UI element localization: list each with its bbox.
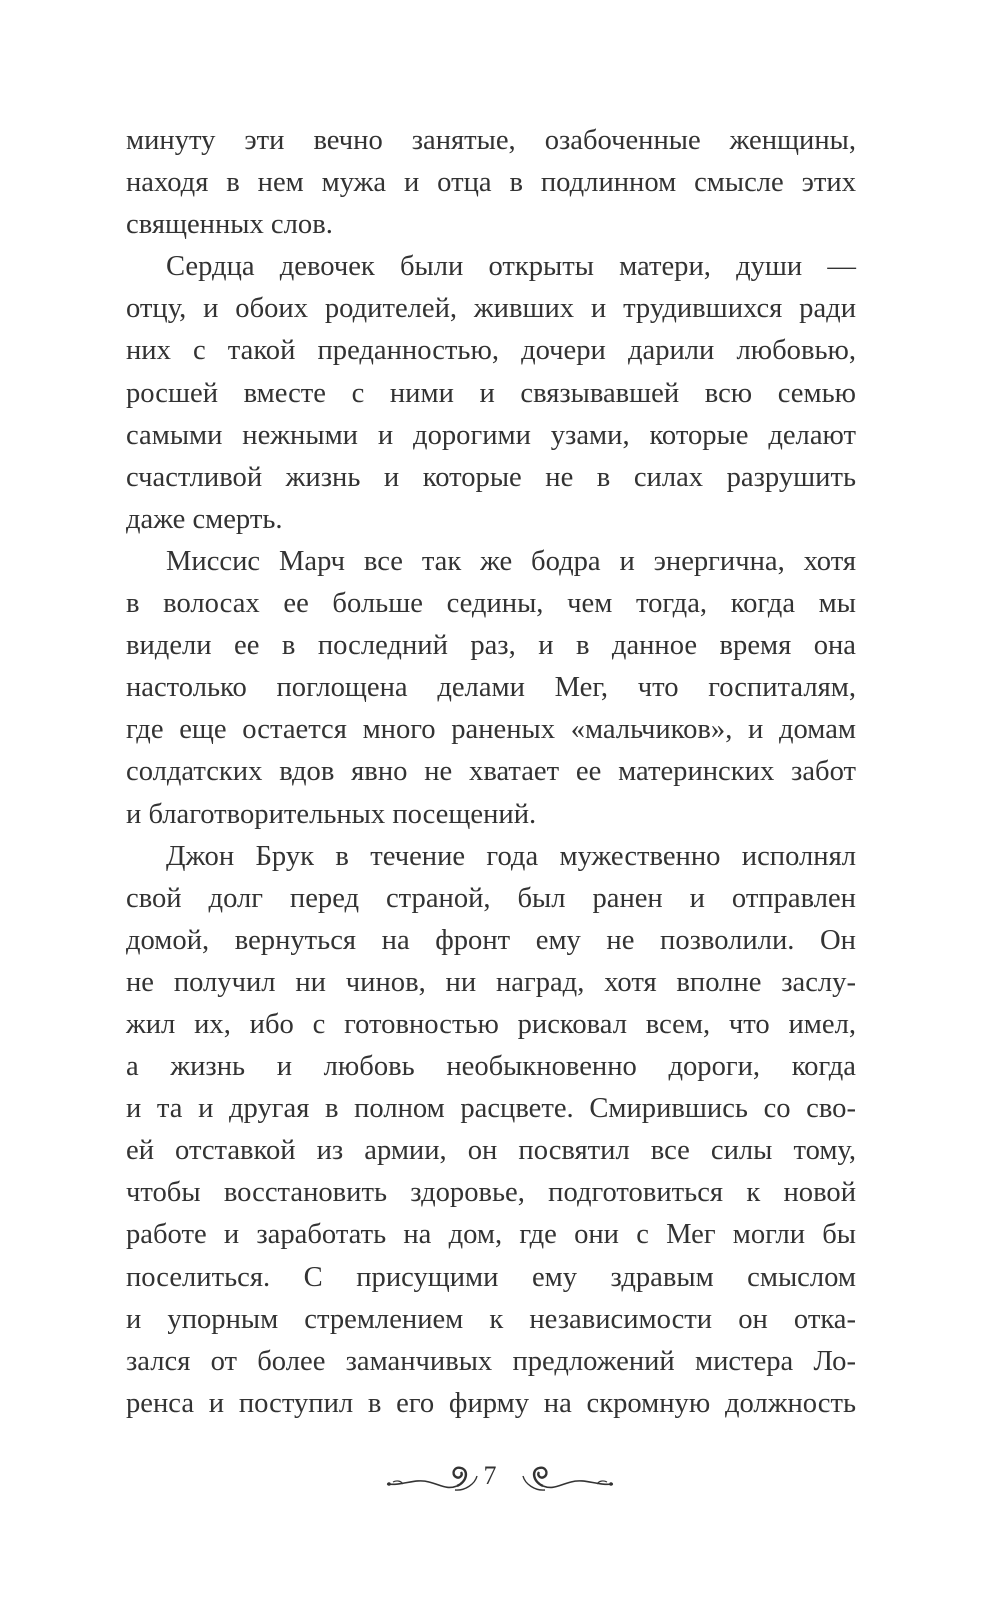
text-line: минуту эти вечно занятые, озабоченные женщины, <box>126 125 856 156</box>
text-line: самыми нежными и дорогими узами, которые делают <box>126 419 856 451</box>
text-line: даже смерть. <box>126 503 283 535</box>
text-line: где еще остается много раненых «мальчиков», и домам <box>126 714 856 746</box>
text-line: росшей вместе с ними и связывавшей всю семью <box>126 377 856 409</box>
text-line: и упорным стремлением к независимости он отка- <box>126 1303 856 1335</box>
page-footer <box>0 1458 1000 1502</box>
text-line: Джон Брук в течение года мужественно исполнял <box>166 840 856 872</box>
text-line: солдатских вдов явно не хватает ее материнских забот <box>126 756 856 788</box>
text-line: них с такой преданностью, дочери дарили любовью, <box>126 335 856 367</box>
text-line: ренса и поступил в его фирму на скромную должность <box>126 1387 856 1419</box>
text-line: настолько поглощена делами Мег, что госпиталям, <box>126 672 856 704</box>
text-line: в волосах ее больше седины, чем тогда, когда мы <box>126 588 856 620</box>
text-line: жил их, ибо с готовностью рисковал всем, что имел, <box>126 1008 856 1040</box>
text-line: Миссис Марч все так же бодра и энергична, хотя <box>166 545 856 577</box>
text-line: домой, вернуться на фронт ему не позволили. Он <box>126 924 856 956</box>
text-line: и благотворительных посещений. <box>126 798 537 830</box>
text-line: счастливой жизнь и которые не в силах разрушить <box>126 461 856 493</box>
text-line: Сердца девочек были открыты матери, души — <box>166 251 856 283</box>
text-line: находя в нем мужа и отца в подлинном смысле этих <box>126 167 856 199</box>
text-line: священных слов. <box>126 209 333 241</box>
text-line: свой долг перед страной, был ранен и отправлен <box>126 882 856 914</box>
text-line: а жизнь и любовь необыкновенно дороги, когда <box>126 1051 856 1083</box>
text-line: и та и другая в полном расцвете. Смирившись со сво- <box>126 1093 856 1125</box>
body-text <box>126 120 856 1425</box>
text-line: работе и заработать на дом, где они с Мег могли бы <box>126 1219 856 1251</box>
text-line: чтобы восстановить здоровье, подготовиться к новой <box>126 1177 856 1209</box>
scroll-flourish-right-icon <box>505 1460 615 1496</box>
text-line: зался от более заманчивых предложений мистера Ло- <box>126 1345 856 1377</box>
page-number: 7 <box>483 1461 497 1490</box>
text-line: поселиться. С присущими ему здравым смыслом <box>126 1261 856 1293</box>
text-line: видели ее в последний раз, и в данное время она <box>126 630 856 662</box>
text-line: ей отставкой из армии, он посвятил все силы тому, <box>126 1135 856 1167</box>
text-line: отцу, и обоих родителей, живших и трудившихся ради <box>126 293 856 325</box>
text-line: не получил ни чинов, ни наград, хотя вполне заслу- <box>126 966 856 998</box>
